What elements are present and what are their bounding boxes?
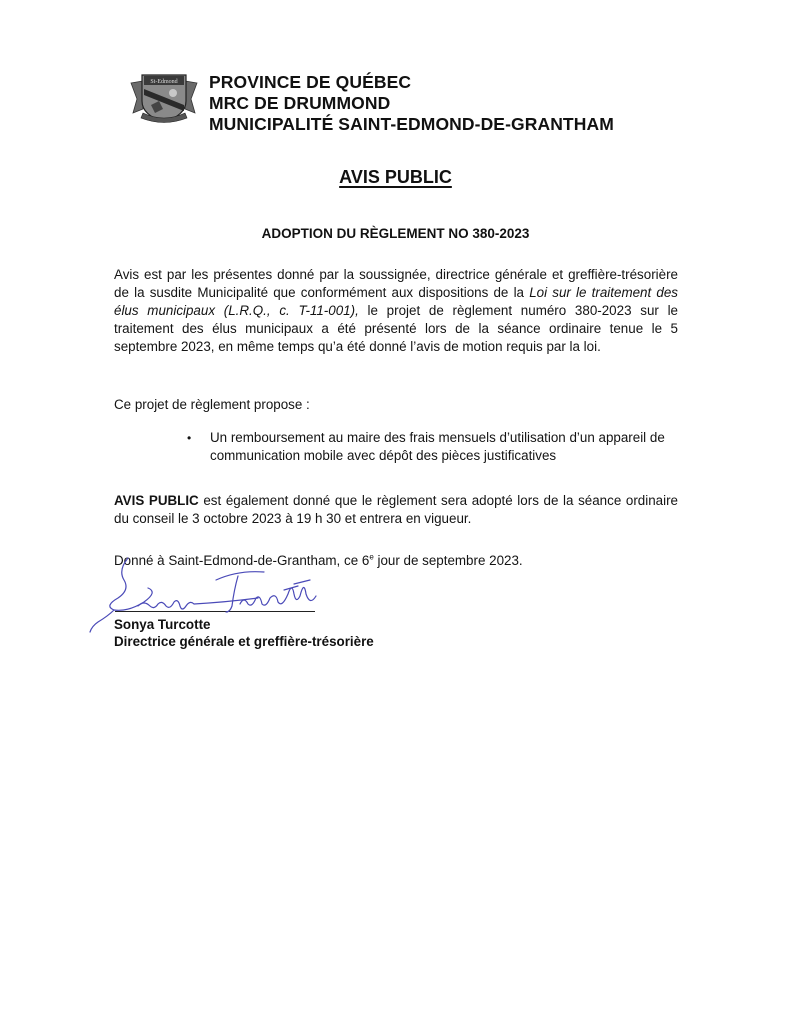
bullet-icon: • xyxy=(187,431,192,445)
list-item xyxy=(187,429,682,465)
bullet-list xyxy=(187,429,682,465)
municipal-crest-icon xyxy=(129,69,199,125)
signer-role: Directrice générale et greffière-trésorière xyxy=(114,634,374,649)
header-province: PROVINCE DE QUÉBEC xyxy=(209,72,412,92)
paragraph-intro-part2: le projet de règlement numéro 380-2023 sur le traitement des élus municipaux a été présenté lors de la séance ordinaire tenue le 5 septembre 2023, en même temps qu’a été donné l’avis de motion requis par la loi. xyxy=(114,303,678,354)
signer-block xyxy=(114,616,374,650)
paragraph-intro-part1: Avis est par les présentes donné par la soussignée, directrice générale et greffière-trésorière de la susdite Municipalité que conformément aux dispositions de la xyxy=(114,267,678,300)
paragraph-adoption xyxy=(114,492,678,528)
given-sup: e xyxy=(369,552,374,562)
paragraph-intro xyxy=(114,266,678,356)
header-municipality: MUNICIPALITÉ SAINT-EDMOND-DE-GRANTHAM xyxy=(209,114,614,134)
notice-subtitle: ADOPTION DU RÈGLEMENT NO 380-2023 xyxy=(261,226,530,241)
given-before: Donné à Saint-Edmond-de-Grantham, ce 6 xyxy=(114,553,370,568)
header-block xyxy=(209,72,614,135)
given-after: jour de septembre 2023. xyxy=(373,553,523,568)
svg-text:St-Edmond: St-Edmond xyxy=(150,79,178,85)
notice-title-text: AVIS PUBLIC xyxy=(339,167,452,187)
notice-title xyxy=(0,167,791,188)
paragraph-proposal: Ce projet de règlement propose : xyxy=(114,397,310,412)
header-mrc: MRC DE DRUMMOND xyxy=(209,93,391,113)
signer-name: Sonya Turcotte xyxy=(114,617,211,632)
list-item-text: Un remboursement au maire des frais mensuels d’utilisation d’un appareil de communication mobile avec dépôt des pièces justificatives xyxy=(210,430,665,463)
law-reference: Loi sur le traitement des élus municipaux (L.R.Q., c. T-11-001), xyxy=(114,285,678,318)
paragraph-adoption-bold: AVIS PUBLIC xyxy=(114,493,199,508)
paragraph-adoption-text: est également donné que le règlement sera adopté lors de la séance ordinaire du conseil le 3 octobre 2023 à 19 h 30 et entrera en vigueur. xyxy=(114,493,678,526)
